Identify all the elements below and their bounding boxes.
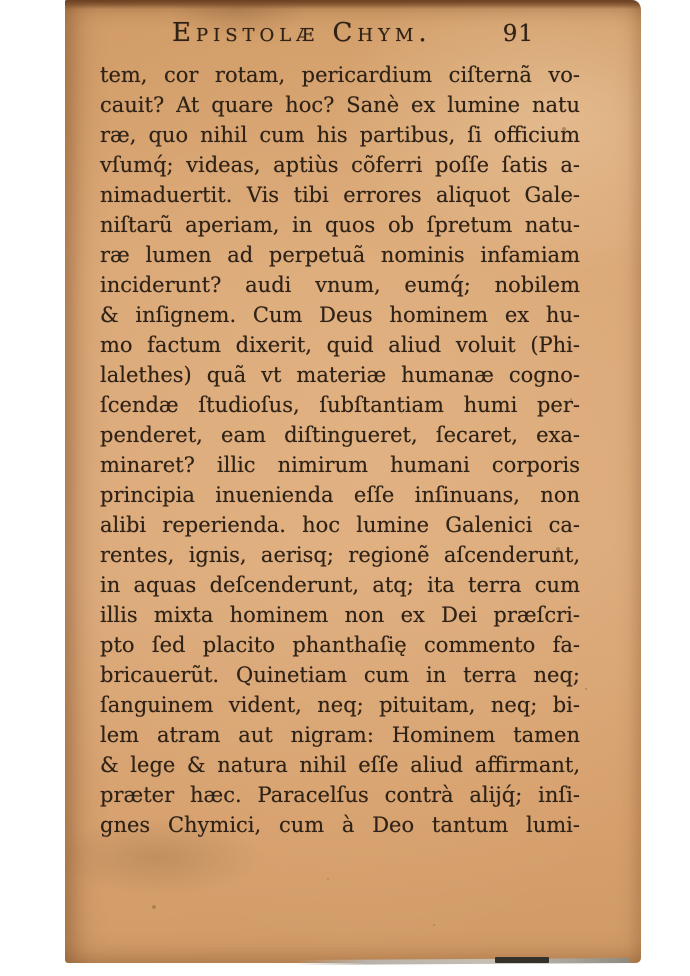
text-line: cauit? At quare hoc? Sanè ex lumine natu (100, 93, 580, 117)
paper-specks (65, 0, 67, 2)
text-line: lalethes) quã vt materiæ humanæ cogno- (100, 363, 580, 387)
page-number: 91 (502, 21, 534, 47)
text-line: principia inuenienda eſſe inſinuans, non (100, 483, 580, 507)
text-line: rentes, ignis, aerisq; regionẽ aſcenderunt, (100, 543, 580, 567)
text-line: ræ, quo nihil cum his partibus, ſi officium (100, 123, 580, 147)
text-column (100, 18, 580, 840)
text-line: minaret? illic nimirum humani corporis (100, 453, 580, 477)
body-text (100, 60, 580, 840)
text-line: pto ſed placito phanthaſię commento fa- (100, 633, 580, 657)
text-line: præter hæc. Paracelſus contrà alijq́; inſi- (100, 783, 580, 807)
text-line: ræ lumen ad perpetuã nominis infamiam (100, 243, 580, 267)
text-line: gnes Chymici, cum à Deo tantum lumi- (100, 813, 580, 837)
book-edge-gray (293, 958, 629, 965)
text-line: ſanguinem vident, neq; pituitam, neq; bi- (100, 693, 580, 717)
text-line: penderet, eam diſtingueret, ſecaret, exa- (100, 423, 580, 447)
running-head-title: Epistolæ Chym. (172, 18, 432, 48)
text-line: lem atram aut nigram: Hominem tamen (100, 723, 580, 747)
text-line: vſumq́; videas, aptiùs cõferri poſſe ſatis a- (100, 153, 580, 177)
text-line: niſtarũ aperiam, in quos ob ſpretum natu- (100, 213, 580, 237)
text-line: tem, cor rotam, pericardium ciſternã vo- (100, 63, 580, 87)
text-line: illis mixta hominem non ex Dei præſcri- (100, 603, 580, 627)
text-line: in aquas deſcenderunt, atq; ita terra cum (100, 573, 580, 597)
text-line: inciderunt? audi vnum, eumq́; nobilem (100, 273, 580, 297)
book-page (65, 0, 641, 963)
page-top-edge-shadow (65, 0, 641, 9)
text-line: & lege & natura nihil eſſe aliud affirmant, (100, 753, 580, 777)
text-line: alibi reperienda. hoc lumine Galenici ca- (100, 513, 580, 537)
running-head (100, 18, 580, 58)
text-line: & inſignem. Cum Deus hominem ex hu- (100, 303, 580, 327)
text-line: bricauerũt. Quinetiam cum in terra neq; (100, 663, 580, 687)
text-line: nimaduertit. Vis tibi errores aliquot Gale- (100, 183, 580, 207)
text-line: mo factum dixerit, quid aliud voluit (Phi- (100, 333, 580, 357)
book-edge-dark (495, 957, 549, 963)
text-line: ſcendæ ſtudioſus, ſubſtantiam humi per- (100, 393, 580, 417)
